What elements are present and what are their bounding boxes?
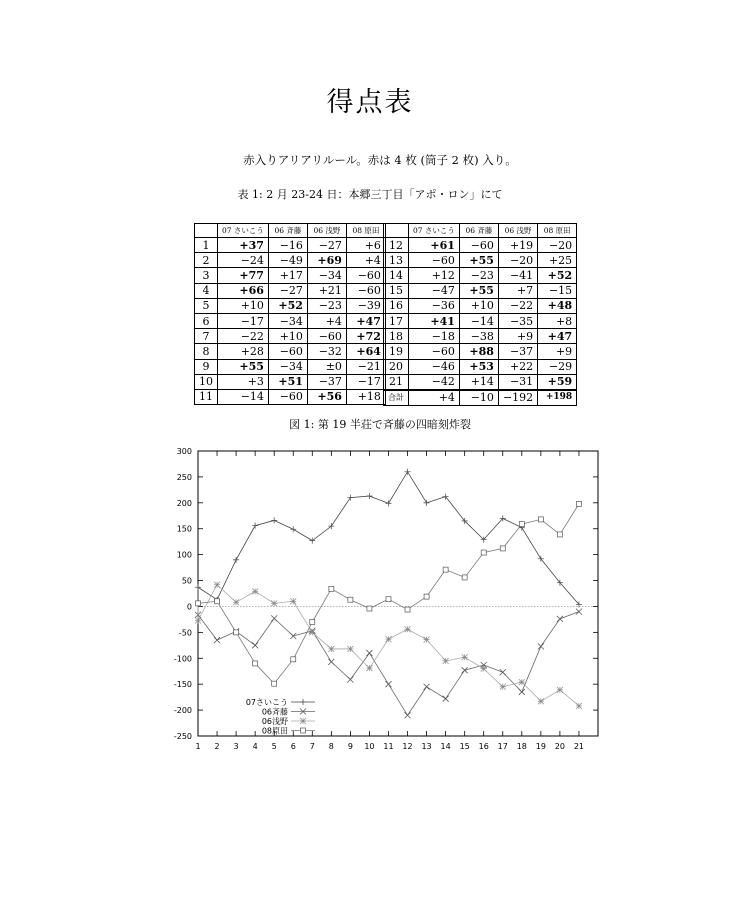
game-number: 14 xyxy=(384,268,409,283)
player-header: 07 さいこう xyxy=(218,224,269,238)
y-tick-label: -150 xyxy=(173,680,192,690)
data-point xyxy=(366,665,372,671)
score-cell: −17 xyxy=(346,374,385,389)
data-point xyxy=(500,669,506,675)
data-point xyxy=(366,493,372,499)
score-cell: +3 xyxy=(218,374,269,389)
total-value: +4 xyxy=(409,390,460,406)
y-tick-label: -100 xyxy=(173,654,192,664)
data-point xyxy=(196,601,201,606)
game-number: 18 xyxy=(384,329,409,344)
score-cell: −16 xyxy=(268,238,307,253)
data-point xyxy=(443,567,448,572)
legend-marker xyxy=(300,718,306,724)
figure-caption: 図 1: 第 19 半荘で斉藤の四暗刻炸裂 xyxy=(289,418,471,431)
score-cell: −60 xyxy=(409,253,460,268)
game-number: 19 xyxy=(384,344,409,359)
data-point xyxy=(481,666,487,672)
data-point xyxy=(348,597,353,602)
legend-marker xyxy=(300,699,306,705)
x-tick-label: 5 xyxy=(271,742,277,751)
y-tick-label: 0 xyxy=(186,602,192,612)
score-cell: +28 xyxy=(218,344,269,359)
score-value-bold: +69 xyxy=(317,253,342,267)
data-point xyxy=(462,575,467,580)
player-header: 08 原田 xyxy=(346,224,385,238)
score-cell: ±0 xyxy=(307,359,346,374)
score-value-bold: +77 xyxy=(239,268,264,282)
x-tick-label: 4 xyxy=(252,742,258,751)
game-number: 6 xyxy=(195,313,218,328)
score-cell: −41 xyxy=(498,268,537,283)
score-cell: −60 xyxy=(268,344,307,359)
y-tick-label: 50 xyxy=(181,576,192,586)
data-point xyxy=(538,517,543,522)
score-cell: +6 xyxy=(346,238,385,253)
legend-label: 07さいこう xyxy=(245,698,288,707)
game-number: 21 xyxy=(384,374,409,390)
game-number: 16 xyxy=(384,298,409,313)
player-header: 08 原田 xyxy=(538,224,577,238)
game-number: 10 xyxy=(195,374,218,389)
data-point xyxy=(214,582,220,588)
score-cell: −42 xyxy=(409,374,460,390)
game-number: 15 xyxy=(384,283,409,298)
score-cell: +10 xyxy=(268,329,307,344)
score-cell: −39 xyxy=(346,298,385,313)
score-cell: +12 xyxy=(409,268,460,283)
score-cell: −14 xyxy=(459,313,498,328)
data-point xyxy=(272,681,277,686)
data-point xyxy=(443,696,449,702)
score-cell: +21 xyxy=(307,283,346,298)
score-cell: +17 xyxy=(268,268,307,283)
x-tick-label: 15 xyxy=(459,742,470,751)
x-tick-label: 20 xyxy=(554,742,565,751)
player-header: 06 斉藤 xyxy=(459,224,498,238)
score-cell: −37 xyxy=(498,344,537,359)
player-header: 06 浅野 xyxy=(498,224,537,238)
score-cell: −47 xyxy=(409,283,460,298)
data-point xyxy=(195,617,201,623)
data-point xyxy=(366,650,372,656)
score-value-bold: +55 xyxy=(469,253,494,267)
y-tick-label: 250 xyxy=(176,472,192,482)
data-point xyxy=(462,667,468,673)
x-tick-label: 21 xyxy=(573,742,585,751)
data-point xyxy=(405,712,411,718)
score-cell: −38 xyxy=(459,329,498,344)
score-cell: +9 xyxy=(538,344,577,359)
score-cell: −15 xyxy=(538,283,577,298)
total-value: −10 xyxy=(459,390,498,406)
score-cell: −49 xyxy=(268,253,307,268)
x-tick-label: 10 xyxy=(364,742,375,751)
score-cell: −34 xyxy=(268,359,307,374)
score-cell: −22 xyxy=(498,298,537,313)
score-value-bold: +66 xyxy=(239,284,264,298)
x-tick-label: 6 xyxy=(290,742,296,751)
data-point xyxy=(405,607,410,612)
y-tick-label: 300 xyxy=(176,447,192,456)
data-point xyxy=(386,597,391,602)
score-cell: −36 xyxy=(409,298,460,313)
table-caption: 表 1: 2 月 23-24 日：本郷三丁目「アポ・ロン」にて xyxy=(237,188,503,201)
data-point xyxy=(215,599,220,604)
score-value-bold: +55 xyxy=(239,360,264,374)
score-cell: −60 xyxy=(459,238,498,253)
score-cell: −37 xyxy=(307,374,346,389)
game-number: 13 xyxy=(384,253,409,268)
score-cell: −46 xyxy=(409,359,460,374)
data-point xyxy=(576,703,582,709)
x-tick-label: 9 xyxy=(347,742,353,751)
score-cell: −34 xyxy=(268,313,307,328)
game-number: 20 xyxy=(384,359,409,374)
game-number: 12 xyxy=(384,238,409,253)
game-number: 8 xyxy=(195,344,218,359)
data-point xyxy=(424,637,430,643)
score-cell: −24 xyxy=(218,253,269,268)
data-point xyxy=(538,643,544,649)
score-cell: −60 xyxy=(268,389,307,404)
data-point xyxy=(195,584,201,590)
score-cell: +22 xyxy=(498,359,537,374)
game-number: 9 xyxy=(195,359,218,374)
game-number: 7 xyxy=(195,329,218,344)
score-cell: −23 xyxy=(307,298,346,313)
y-tick-label: -50 xyxy=(178,628,192,638)
score-cell: +14 xyxy=(459,374,498,390)
score-cell: −31 xyxy=(498,374,537,390)
score-cell: −14 xyxy=(218,389,269,404)
data-point xyxy=(405,626,411,632)
data-point xyxy=(367,606,372,611)
legend-marker xyxy=(301,728,306,733)
score-cell: −60 xyxy=(346,283,385,298)
x-tick-label: 18 xyxy=(516,742,527,751)
score-cell: −21 xyxy=(346,359,385,374)
game-number: 4 xyxy=(195,283,218,298)
data-point xyxy=(271,600,277,606)
data-point xyxy=(557,687,563,693)
data-point xyxy=(252,642,258,648)
score-value-bold: +72 xyxy=(356,329,381,343)
score-value-bold: +51 xyxy=(278,375,303,389)
y-tick-label: -250 xyxy=(173,732,192,741)
score-cell: +4 xyxy=(346,253,385,268)
x-tick-label: 17 xyxy=(497,742,508,751)
score-cell: −22 xyxy=(218,329,269,344)
data-point xyxy=(576,609,582,615)
total-value: +198 xyxy=(538,390,577,406)
score-cell: −18 xyxy=(409,329,460,344)
data-point xyxy=(290,633,296,639)
data-point xyxy=(253,661,258,666)
data-point xyxy=(385,636,391,642)
data-point xyxy=(309,629,315,635)
x-tick-label: 2 xyxy=(214,742,220,751)
series-line-1 xyxy=(198,472,579,607)
data-point xyxy=(252,588,258,594)
game-number: 11 xyxy=(195,389,218,404)
score-value-bold: +59 xyxy=(547,375,573,389)
score-value-bold: +88 xyxy=(469,344,494,358)
y-tick-label: -200 xyxy=(173,706,192,716)
score-cell: +9 xyxy=(498,329,537,344)
data-point xyxy=(443,658,449,664)
x-tick-label: 16 xyxy=(478,742,489,751)
game-number: 2 xyxy=(195,253,218,268)
score-cell: −34 xyxy=(307,268,346,283)
data-point xyxy=(405,469,411,475)
player-header: 07 さいこう xyxy=(409,224,460,238)
legend-label: 06浅野 xyxy=(261,717,288,726)
score-cell: +4 xyxy=(307,313,346,328)
score-cell: −60 xyxy=(346,268,385,283)
data-point xyxy=(385,681,391,687)
data-point xyxy=(347,677,353,683)
rule-description: 赤入りアリアリルール。赤は 4 枚 (筒子 2 枚) 入り。 xyxy=(243,153,517,167)
data-point xyxy=(576,501,581,506)
data-point xyxy=(291,657,296,662)
data-point xyxy=(214,637,220,643)
game-number: 1 xyxy=(195,238,218,253)
data-point xyxy=(557,616,563,622)
data-point xyxy=(481,550,486,555)
score-value-bold: +52 xyxy=(547,268,573,282)
score-cell: −35 xyxy=(498,313,537,328)
score-cell: −60 xyxy=(307,329,346,344)
data-point xyxy=(271,517,277,523)
score-cell: +7 xyxy=(498,283,537,298)
score-cell: −29 xyxy=(538,359,577,374)
y-tick-label: 200 xyxy=(176,498,192,508)
data-point xyxy=(424,500,430,506)
data-point xyxy=(538,698,544,704)
data-point xyxy=(462,654,468,660)
data-point xyxy=(424,684,430,690)
x-tick-label: 14 xyxy=(440,742,451,751)
score-value-bold: +52 xyxy=(278,299,303,313)
data-point xyxy=(328,646,334,652)
data-point xyxy=(252,523,258,529)
x-tick-label: 1 xyxy=(195,742,201,751)
score-value-bold: +37 xyxy=(239,238,264,252)
score-cell: −32 xyxy=(307,344,346,359)
x-tick-label: 7 xyxy=(309,742,315,751)
data-point xyxy=(347,495,353,501)
score-cell: +18 xyxy=(346,389,385,404)
score-cell: +19 xyxy=(498,238,537,253)
score-cell: −27 xyxy=(307,238,346,253)
score-cell: +10 xyxy=(218,298,269,313)
score-cell: +25 xyxy=(538,253,577,268)
data-point xyxy=(347,646,353,652)
x-tick-label: 19 xyxy=(535,742,546,751)
game-number: 3 xyxy=(195,268,218,283)
score-cell: −20 xyxy=(498,253,537,268)
legend-label: 06斉藤 xyxy=(261,707,288,717)
data-point xyxy=(310,620,315,625)
data-point xyxy=(557,532,562,537)
data-point xyxy=(234,630,239,635)
total-value: −192 xyxy=(498,390,537,406)
data-point xyxy=(290,598,296,604)
game-number: 17 xyxy=(384,313,409,328)
score-value-bold: +61 xyxy=(430,238,455,252)
score-value-bold: +41 xyxy=(430,314,455,328)
x-tick-label: 11 xyxy=(383,742,394,751)
data-point xyxy=(385,500,391,506)
score-cell: +10 xyxy=(459,298,498,313)
score-value-bold: +53 xyxy=(469,360,494,374)
y-tick-label: 100 xyxy=(176,550,192,560)
score-cell: +8 xyxy=(538,313,577,328)
data-point xyxy=(519,522,524,527)
x-tick-label: 13 xyxy=(421,742,432,751)
data-point xyxy=(329,586,334,591)
data-point xyxy=(271,615,277,621)
score-cell: −17 xyxy=(218,313,269,328)
x-tick-label: 8 xyxy=(328,742,334,751)
score-cell: −27 xyxy=(268,283,307,298)
player-header: 06 浅野 xyxy=(307,224,346,238)
data-point xyxy=(328,659,334,665)
score-value-bold: +56 xyxy=(317,390,342,404)
data-point xyxy=(233,557,239,563)
score-value-bold: +48 xyxy=(547,299,573,313)
score-cell: −23 xyxy=(459,268,498,283)
score-value-bold: +47 xyxy=(547,329,573,343)
total-label: 合計 xyxy=(384,390,409,406)
x-tick-label: 3 xyxy=(233,742,239,751)
game-number: 5 xyxy=(195,298,218,313)
data-point xyxy=(519,689,525,695)
data-point xyxy=(424,594,429,599)
score-cell: −60 xyxy=(409,344,460,359)
legend-label: 08原田 xyxy=(261,726,288,736)
player-header: 06 斉藤 xyxy=(268,224,307,238)
data-point xyxy=(233,599,239,605)
score-value-bold: +55 xyxy=(469,284,494,298)
data-point xyxy=(519,679,525,685)
page-title: 得点表 xyxy=(326,87,414,118)
score-cell: −20 xyxy=(538,238,577,253)
y-tick-label: 150 xyxy=(176,524,192,534)
data-point xyxy=(500,684,506,690)
x-tick-label: 12 xyxy=(402,742,413,751)
score-value-bold: +64 xyxy=(356,344,381,358)
data-point xyxy=(500,546,505,551)
score-value-bold: +47 xyxy=(356,314,381,328)
data-point xyxy=(290,526,296,532)
